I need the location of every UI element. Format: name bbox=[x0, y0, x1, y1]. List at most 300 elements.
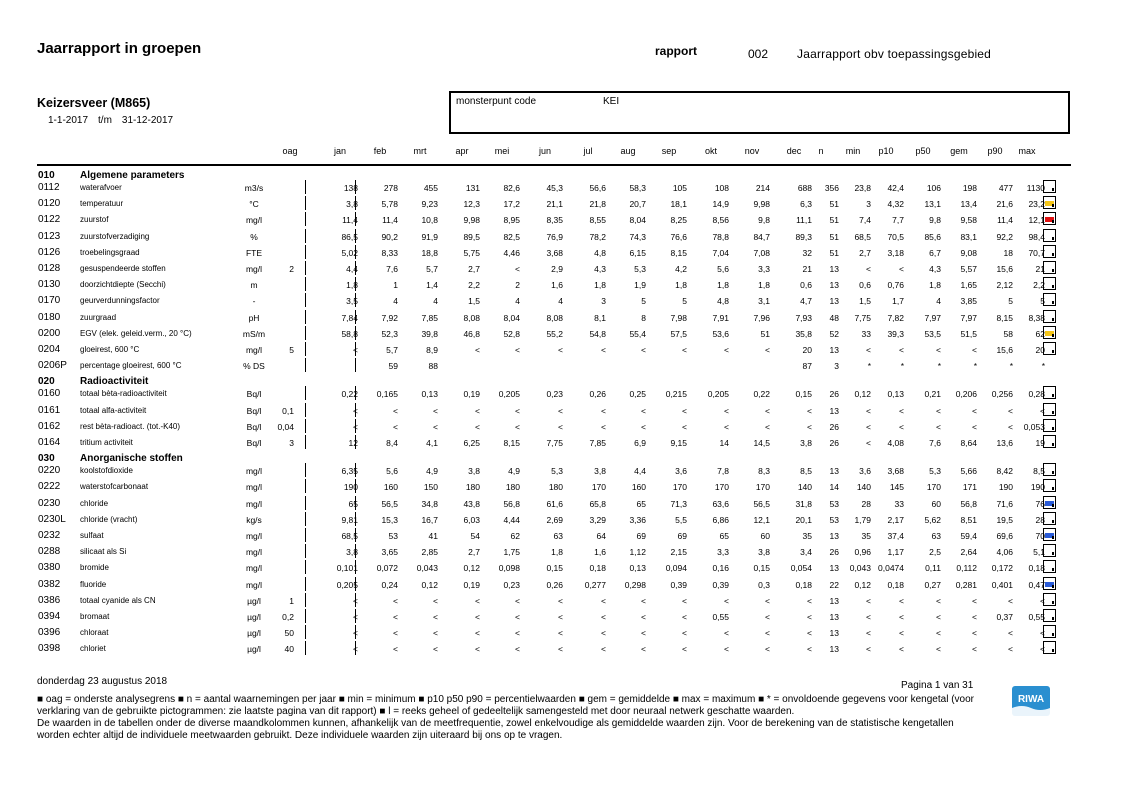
cell-oag: 1 bbox=[289, 595, 294, 606]
cell-min: 28 bbox=[861, 498, 871, 509]
parameter-name: totaal cyanide als CN bbox=[80, 595, 156, 605]
pictogram-tick bbox=[1052, 318, 1054, 321]
cell-min: 0,6 bbox=[859, 280, 871, 291]
cell-jan: 7,84 bbox=[341, 312, 358, 323]
cell-gem: * bbox=[973, 361, 977, 372]
cell-p50: 13,1 bbox=[924, 199, 941, 210]
cell-feb: 5,7 bbox=[386, 345, 398, 355]
cell-sep: 0,39 bbox=[670, 579, 687, 590]
group-code: 020 bbox=[38, 376, 55, 388]
cell-p10: 70,5 bbox=[887, 231, 904, 242]
cell-oag: 40 bbox=[284, 644, 294, 655]
cell-mrt: 91,9 bbox=[421, 231, 438, 242]
cell-max: 70,7 bbox=[1028, 247, 1045, 258]
pictogram-icon bbox=[1043, 277, 1056, 290]
cell-apr: 2,7 bbox=[468, 547, 480, 558]
cell-dec: 6,3 bbox=[800, 199, 812, 210]
cell-gem: 0,206 bbox=[955, 389, 977, 400]
cell-okt: 4,8 bbox=[717, 296, 729, 307]
cell-dec: 11,1 bbox=[796, 215, 812, 226]
legend-line-1: ■ oag = onderste analysegrens ■ n = aantal waarnemingen per jaar ■ min = minimum ■ p10 p50 p90 = percentielwaarden ■ gem = gemiddelde ■ max = maximum ■ * = onvoldoende gegevens voor kengetal (voor verklaring van de gebruikte pictogrammen: zie laatste pagina van dit rapport) ■ l = reeks geheel of gedeeltelijk samengesteld met door neuraal netwerk geschatte waarden. bbox=[37, 694, 974, 717]
cell-jun: < bbox=[558, 345, 563, 355]
cell-sep: 8,15 bbox=[670, 247, 687, 258]
parameter-unit: mg/l bbox=[245, 547, 263, 558]
cell-p90: 11,4 bbox=[997, 215, 1013, 226]
cell-min: 0,043 bbox=[849, 563, 871, 574]
group-name: Radioactiviteit bbox=[80, 376, 149, 388]
cell-n: 51 bbox=[829, 231, 839, 242]
cell-p10: 39,3 bbox=[887, 328, 904, 339]
cell-dec: 140 bbox=[797, 482, 812, 493]
table-row bbox=[0, 419, 1123, 435]
cell-p50: 9,8 bbox=[929, 215, 941, 226]
table-row bbox=[0, 403, 1123, 419]
parameter-unit: Bq/l bbox=[246, 421, 262, 432]
cell-p90: 13,6 bbox=[996, 438, 1013, 448]
cell-nov: 170 bbox=[755, 482, 770, 493]
cell-p90: 15,6 bbox=[996, 264, 1013, 274]
cell-feb: 8,4 bbox=[386, 438, 398, 448]
parameter-unit: µg/l bbox=[247, 595, 261, 606]
cell-sep: 1,8 bbox=[675, 280, 687, 291]
cell-min: 1,79 bbox=[854, 514, 871, 525]
column-separator bbox=[305, 512, 306, 526]
cell-p50: 7,97 bbox=[924, 312, 941, 323]
column-separator bbox=[355, 609, 356, 623]
cell-aug: 74,3 bbox=[629, 231, 646, 242]
cell-p10: 4,32 bbox=[887, 199, 904, 210]
cell-p90: 2,12 bbox=[996, 280, 1013, 291]
column-separator bbox=[305, 625, 306, 639]
column-header-jan: jan bbox=[333, 146, 346, 156]
cell-jun: 45,3 bbox=[546, 183, 563, 193]
cell-nov: 3,8 bbox=[758, 547, 770, 558]
pictogram-icon bbox=[1043, 326, 1056, 339]
pictogram-icon bbox=[1043, 641, 1056, 654]
cell-n: 13 bbox=[829, 531, 839, 541]
pictogram-tick bbox=[1052, 301, 1054, 304]
footer-legend bbox=[37, 694, 977, 742]
parameter-code: 0222 bbox=[38, 481, 61, 493]
cell-nov: 1,8 bbox=[758, 280, 770, 291]
cell-p50: 60 bbox=[931, 498, 941, 509]
cell-apr: 46,8 bbox=[463, 328, 480, 339]
cell-max: 0,18 bbox=[1028, 563, 1045, 574]
column-separator bbox=[355, 479, 356, 493]
period bbox=[48, 115, 183, 126]
cell-p50: 5,3 bbox=[929, 466, 941, 477]
cell-max: < bbox=[1040, 405, 1045, 416]
parameter-unit: pH bbox=[248, 312, 260, 323]
parameter-unit: - bbox=[252, 296, 256, 307]
pictogram-icon bbox=[1043, 403, 1056, 416]
column-header-sep: sep bbox=[661, 146, 677, 156]
cell-max: 8,5 bbox=[1033, 466, 1045, 477]
cell-gem: 3,85 bbox=[960, 296, 977, 307]
pictogram-tick bbox=[1052, 487, 1054, 490]
column-separator bbox=[355, 358, 356, 372]
cell-oag: 3 bbox=[289, 438, 294, 448]
cell-dec: 0,054 bbox=[790, 563, 812, 574]
parameter-unit: mg/l bbox=[245, 498, 263, 509]
column-separator bbox=[305, 641, 306, 655]
cell-aug: 6,9 bbox=[634, 438, 646, 448]
cell-n: 26 bbox=[829, 547, 839, 558]
cell-p10: 3,18 bbox=[887, 247, 904, 258]
cell-max: 190 bbox=[1030, 482, 1045, 493]
cell-mei: 82,6 bbox=[503, 183, 520, 193]
table-row bbox=[0, 326, 1123, 342]
cell-okt: 65 bbox=[719, 531, 729, 541]
cell-jun: 55,2 bbox=[546, 328, 563, 339]
cell-sep: < bbox=[682, 595, 687, 606]
pictogram-tick bbox=[1052, 617, 1054, 620]
cell-mrt: 2,85 bbox=[421, 547, 438, 558]
cell-p90: 15,6 bbox=[996, 345, 1013, 355]
pictogram-tick bbox=[1052, 411, 1054, 414]
column-separator bbox=[305, 544, 306, 558]
cell-dec: 0,6 bbox=[800, 280, 812, 291]
parameter-name: rest bèta-radioact. (tot.-K40) bbox=[80, 421, 181, 431]
parameter-unit: Bq/l bbox=[246, 405, 262, 416]
cell-gem: < bbox=[972, 421, 977, 432]
parameter-unit: mg/l bbox=[245, 264, 263, 274]
cell-nov: 12,1 bbox=[753, 514, 770, 525]
cell-gem: < bbox=[972, 405, 977, 416]
cell-feb: < bbox=[393, 612, 398, 622]
cell-mei: 56,8 bbox=[503, 498, 520, 509]
table-row bbox=[0, 512, 1123, 528]
cell-jul: < bbox=[601, 644, 606, 655]
cell-mrt: 0,12 bbox=[421, 579, 438, 590]
cell-jan: 58,8 bbox=[341, 328, 358, 339]
parameter-name: tritium activiteit bbox=[80, 438, 133, 447]
cell-n: 53 bbox=[829, 498, 839, 509]
pictogram-icon bbox=[1043, 463, 1056, 476]
parameter-code: 0230L bbox=[38, 513, 66, 525]
cell-jul: < bbox=[601, 612, 606, 622]
cell-p10: 7,7 bbox=[892, 215, 904, 226]
cell-feb: 0,165 bbox=[376, 389, 398, 400]
cell-jan: 0,22 bbox=[341, 389, 358, 400]
cell-n: 13 bbox=[829, 466, 839, 477]
riwa-logo bbox=[1012, 686, 1050, 716]
pictogram-icon bbox=[1043, 496, 1056, 509]
cell-mei: 1,75 bbox=[503, 547, 520, 558]
cell-apr: 6,03 bbox=[463, 514, 480, 525]
table-row bbox=[0, 386, 1123, 402]
cell-mei: 8,15 bbox=[503, 438, 520, 448]
cell-sep: 5,5 bbox=[675, 514, 687, 525]
parameter-code: 0206P bbox=[38, 360, 67, 372]
cell-feb: < bbox=[393, 405, 398, 416]
cell-min: 33 bbox=[861, 328, 871, 339]
cell-max: 0,47 bbox=[1028, 579, 1045, 590]
parameter-unit: mg/l bbox=[245, 579, 263, 590]
pictogram-tick bbox=[1052, 334, 1054, 337]
pictogram-tick bbox=[1052, 220, 1054, 223]
column-separator bbox=[355, 641, 356, 655]
table-row bbox=[0, 560, 1123, 576]
cell-n: 51 bbox=[829, 215, 839, 226]
cell-mrt: 8,9 bbox=[426, 345, 438, 355]
cell-jul: 78,2 bbox=[589, 231, 606, 242]
parameter-code: 0112 bbox=[38, 182, 60, 193]
cell-dec: 0,18 bbox=[795, 579, 812, 590]
cell-n: 13 bbox=[829, 595, 839, 606]
pictogram-tick bbox=[1052, 552, 1054, 555]
pictogram-tick bbox=[1052, 649, 1054, 652]
cell-apr: 0,19 bbox=[463, 579, 480, 590]
cell-jul: 4,8 bbox=[594, 247, 606, 258]
cell-n: 26 bbox=[829, 389, 839, 400]
cell-apr: 8,08 bbox=[463, 312, 480, 323]
column-separator bbox=[305, 560, 306, 574]
cell-min: 2,7 bbox=[859, 247, 871, 258]
table-row bbox=[0, 577, 1123, 593]
parameter-name: chloriet bbox=[80, 644, 106, 654]
column-separator bbox=[305, 435, 306, 449]
cell-p50: 4 bbox=[936, 296, 941, 307]
parameter-name: waterafvoer bbox=[80, 183, 122, 192]
column-separator bbox=[355, 293, 356, 307]
pictogram-icon bbox=[1043, 212, 1056, 225]
cell-mei: 4 bbox=[515, 296, 520, 307]
cell-p10: < bbox=[899, 595, 904, 606]
cell-jan: < bbox=[353, 644, 358, 655]
cell-dec: 87 bbox=[802, 361, 812, 372]
cell-jul: 7,85 bbox=[589, 438, 606, 448]
cell-gem: 0,112 bbox=[956, 563, 977, 574]
cell-jul: 8,55 bbox=[589, 215, 606, 226]
cell-max: 23,2 bbox=[1028, 199, 1045, 210]
column-separator bbox=[305, 577, 306, 591]
cell-jul: < bbox=[601, 595, 606, 606]
cell-mei: < bbox=[515, 264, 520, 274]
cell-mei: < bbox=[515, 421, 520, 432]
pictogram-icon bbox=[1043, 479, 1056, 492]
cell-p90: 4,06 bbox=[996, 547, 1013, 558]
cell-dec: 89,3 bbox=[795, 231, 812, 242]
cell-p50: 0,27 bbox=[924, 579, 941, 590]
pictogram-icon bbox=[1043, 512, 1056, 525]
parameter-unit: % bbox=[250, 231, 258, 242]
column-separator bbox=[305, 342, 306, 356]
table-row bbox=[0, 435, 1123, 451]
cell-max: * bbox=[1041, 361, 1045, 372]
cell-jun: 1,6 bbox=[551, 280, 563, 291]
cell-nov: 60 bbox=[760, 531, 770, 541]
cell-mei: < bbox=[515, 345, 520, 355]
cell-p90: < bbox=[1008, 421, 1013, 432]
cell-apr: < bbox=[475, 644, 480, 655]
cell-jan: 0,101 bbox=[336, 563, 358, 574]
column-header-feb: feb bbox=[373, 146, 387, 156]
parameter-name: temperatuur bbox=[80, 199, 124, 209]
cell-okt: 5,6 bbox=[717, 264, 729, 274]
cell-min: 35 bbox=[861, 531, 871, 541]
column-header-apr: apr bbox=[455, 146, 469, 156]
cell-p50: * bbox=[937, 361, 941, 372]
rapport-name: Jaarrapport obv toepassingsgebied bbox=[797, 47, 992, 61]
cell-max: < bbox=[1040, 595, 1045, 606]
pictogram-icon bbox=[1043, 261, 1056, 274]
cell-jul: 170 bbox=[591, 482, 606, 493]
cell-jun: < bbox=[558, 644, 563, 655]
cell-max: 5 bbox=[1040, 296, 1045, 307]
cell-dec: 0,15 bbox=[795, 389, 812, 400]
cell-max: 19 bbox=[1035, 438, 1045, 448]
cell-gem: 1,65 bbox=[960, 280, 977, 291]
column-header-jun: jun bbox=[538, 146, 551, 156]
monsterpunt-label: monsterpunt code bbox=[456, 96, 537, 107]
cell-okt: 0,16 bbox=[712, 563, 729, 574]
cell-okt: < bbox=[724, 421, 729, 432]
cell-jul: 56,6 bbox=[589, 183, 606, 193]
cell-jan: 65 bbox=[348, 498, 358, 509]
cell-jan: 12 bbox=[348, 438, 358, 448]
legend-line-2: De waarden in de tabellen onder de diverse maandkolommen kunnen, afhankelijk van de meetfrequentie, zowel enkelvoudige als gemiddelde waarden zijn. Voor de berekening van de statistische kengetallen worden echter altijd de individuele meetwaarden gebruikt. Deze individuele waarden zijn uiteraard bij ons op te vragen. bbox=[37, 718, 954, 741]
cell-p10: 42,4 bbox=[887, 183, 904, 193]
column-separator bbox=[355, 180, 356, 194]
table-row bbox=[0, 245, 1123, 261]
parameter-code: 0164 bbox=[38, 437, 61, 448]
cell-jun: 5,3 bbox=[551, 466, 563, 477]
column-separator bbox=[305, 212, 306, 226]
cell-p50: < bbox=[936, 405, 941, 416]
cell-aug: < bbox=[641, 628, 646, 639]
parameter-code: 0398 bbox=[38, 643, 61, 655]
cell-p90: 0,37 bbox=[996, 612, 1013, 622]
cell-p90: 0,172 bbox=[991, 563, 1013, 574]
cell-max: 8,38 bbox=[1028, 312, 1045, 323]
cell-p90: 5 bbox=[1008, 296, 1013, 307]
column-header-oag: oag bbox=[282, 146, 298, 156]
parameter-code: 0170 bbox=[38, 295, 61, 307]
cell-okt: 6,86 bbox=[712, 514, 729, 525]
pictogram-icon bbox=[1043, 245, 1056, 258]
cell-jul: < bbox=[601, 628, 606, 639]
pictogram-icon bbox=[1043, 609, 1056, 622]
cell-okt: 1,8 bbox=[717, 280, 729, 291]
cell-feb: 15,3 bbox=[381, 514, 398, 525]
cell-okt: < bbox=[724, 628, 729, 639]
cell-p50: 4,3 bbox=[929, 264, 941, 274]
cell-jan: 3,8 bbox=[346, 199, 358, 210]
column-separator bbox=[305, 326, 306, 340]
cell-p10: 0,0474 bbox=[878, 563, 904, 574]
cell-aug: 20,7 bbox=[629, 199, 646, 210]
cell-jun: 0,15 bbox=[546, 563, 563, 574]
column-separator bbox=[355, 386, 356, 400]
cell-mrt: < bbox=[433, 595, 438, 606]
cell-n: 3 bbox=[834, 361, 839, 372]
cell-dec: 20,1 bbox=[795, 514, 812, 525]
cell-mrt: 7,85 bbox=[421, 312, 438, 323]
column-separator bbox=[305, 528, 306, 542]
cell-feb: 56,5 bbox=[381, 498, 398, 509]
column-separator bbox=[305, 479, 306, 493]
pictogram-icon bbox=[1043, 528, 1056, 541]
column-separator bbox=[305, 386, 306, 400]
cell-p10: < bbox=[899, 612, 904, 622]
column-separator bbox=[355, 229, 356, 243]
cell-dec: 20 bbox=[802, 345, 812, 355]
cell-jul: 64 bbox=[596, 531, 606, 541]
cell-jun: 0,23 bbox=[546, 389, 563, 400]
cell-jul: 21,8 bbox=[589, 199, 606, 210]
column-separator bbox=[305, 196, 306, 210]
cell-max: 12,1 bbox=[1028, 215, 1045, 226]
cell-feb: 53 bbox=[388, 531, 398, 541]
column-separator bbox=[355, 403, 356, 417]
location-name: Keizersveer (M865) bbox=[37, 96, 151, 110]
cell-mei: < bbox=[515, 595, 520, 606]
column-separator bbox=[355, 196, 356, 210]
pictogram-tick bbox=[1052, 350, 1054, 353]
cell-min: 68,5 bbox=[854, 231, 871, 242]
cell-jan: < bbox=[353, 595, 358, 606]
column-separator bbox=[305, 229, 306, 243]
cell-gem: < bbox=[972, 612, 977, 622]
cell-gem: 8,51 bbox=[960, 514, 977, 525]
cell-gem: 171 bbox=[962, 482, 977, 493]
cell-jan: 68,5 bbox=[341, 531, 358, 541]
cell-mrt: < bbox=[433, 644, 438, 655]
table-row bbox=[0, 277, 1123, 293]
cell-dec: 7,93 bbox=[795, 312, 812, 323]
parameter-code: 0394 bbox=[38, 611, 61, 622]
parameter-code: 0380 bbox=[38, 562, 61, 574]
cell-n: 48 bbox=[829, 312, 839, 323]
cell-feb: 5,6 bbox=[386, 466, 398, 477]
cell-sep: 170 bbox=[672, 482, 687, 493]
cell-jan: 138 bbox=[343, 183, 358, 193]
cell-jan: 86,5 bbox=[341, 231, 358, 242]
cell-feb: 1 bbox=[393, 280, 398, 291]
column-separator bbox=[355, 593, 356, 607]
cell-mrt: 0,043 bbox=[416, 563, 438, 574]
cell-nov: 0,3 bbox=[758, 579, 770, 590]
cell-okt: 0,205 bbox=[707, 389, 729, 400]
cell-mei: < bbox=[515, 612, 520, 622]
cell-feb: 11,4 bbox=[382, 215, 398, 226]
parameter-unit: °C bbox=[249, 199, 259, 210]
cell-p90: 190 bbox=[998, 482, 1013, 493]
parameter-unit: mg/l bbox=[245, 215, 263, 226]
cell-p50: 0,21 bbox=[924, 389, 941, 400]
cell-mrt: < bbox=[433, 405, 438, 416]
cell-jul: 1,8 bbox=[594, 280, 606, 291]
cell-mrt: 34,8 bbox=[421, 498, 438, 509]
cell-aug: 6,15 bbox=[629, 247, 646, 258]
cell-p50: 1,8 bbox=[929, 280, 941, 291]
cell-okt: 0,39 bbox=[712, 579, 729, 590]
pictogram-tick bbox=[1052, 536, 1054, 539]
parameter-code: 0204 bbox=[38, 344, 61, 355]
cell-min: < bbox=[866, 644, 871, 655]
cell-min: 0,96 bbox=[854, 547, 871, 558]
cell-p90: < bbox=[1008, 644, 1013, 655]
cell-nov: 8,3 bbox=[758, 466, 770, 477]
cell-nov: 56,5 bbox=[753, 498, 770, 509]
cell-jul: 8,1 bbox=[594, 312, 606, 323]
cell-min: 23,8 bbox=[854, 183, 871, 193]
column-header-gem: gem bbox=[950, 146, 968, 156]
cell-min: < bbox=[866, 612, 871, 622]
cell-mei: 82,5 bbox=[503, 231, 520, 242]
cell-apr: 2,2 bbox=[468, 280, 480, 291]
